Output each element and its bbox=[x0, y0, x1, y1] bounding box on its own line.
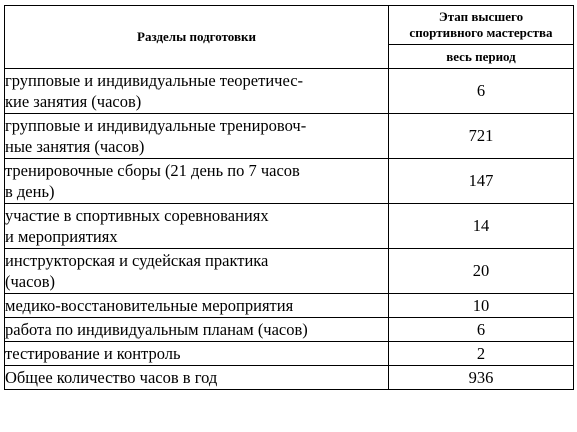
row-value: 14 bbox=[389, 204, 574, 249]
total-label: Общее количество часов в год bbox=[5, 366, 389, 390]
table-row bbox=[5, 294, 574, 318]
header-stage-text: Этап высшего спортивного мастерства bbox=[409, 9, 553, 40]
table-row bbox=[5, 159, 574, 204]
table-header bbox=[5, 6, 574, 69]
row-label: групповые и индивидуальные теоретичес- кие занятия (часов) bbox=[5, 69, 389, 114]
row-label: тестирование и контроль bbox=[5, 342, 389, 366]
header-row-top bbox=[5, 6, 574, 45]
header-stage bbox=[389, 6, 574, 45]
row-value: 6 bbox=[389, 69, 574, 114]
row-label: групповые и индивидуальные тренировоч- ные занятия (часов) bbox=[5, 114, 389, 159]
row-label: инструкторская и судейская практика (часов) bbox=[5, 249, 389, 294]
table-body bbox=[5, 69, 574, 390]
table-row bbox=[5, 69, 574, 114]
row-value: 2 bbox=[389, 342, 574, 366]
row-label: работа по индивидуальным планам (часов) bbox=[5, 318, 389, 342]
total-value: 936 bbox=[389, 366, 574, 390]
row-value: 20 bbox=[389, 249, 574, 294]
table-row bbox=[5, 318, 574, 342]
row-label: тренировочные сборы (21 день по 7 часов в день) bbox=[5, 159, 389, 204]
header-sections: Разделы подготовки bbox=[5, 6, 389, 69]
table-row bbox=[5, 249, 574, 294]
row-value: 147 bbox=[389, 159, 574, 204]
row-value: 721 bbox=[389, 114, 574, 159]
row-value: 10 bbox=[389, 294, 574, 318]
table-row bbox=[5, 204, 574, 249]
row-label: медико-восстановительные мероприятия bbox=[5, 294, 389, 318]
table-row-total bbox=[5, 366, 574, 390]
header-period: весь период bbox=[389, 45, 574, 69]
table-row bbox=[5, 342, 574, 366]
table-row bbox=[5, 114, 574, 159]
row-value: 6 bbox=[389, 318, 574, 342]
training-hours-table bbox=[4, 5, 574, 390]
row-label: участие в спортивных соревнованиях и мероприятиях bbox=[5, 204, 389, 249]
